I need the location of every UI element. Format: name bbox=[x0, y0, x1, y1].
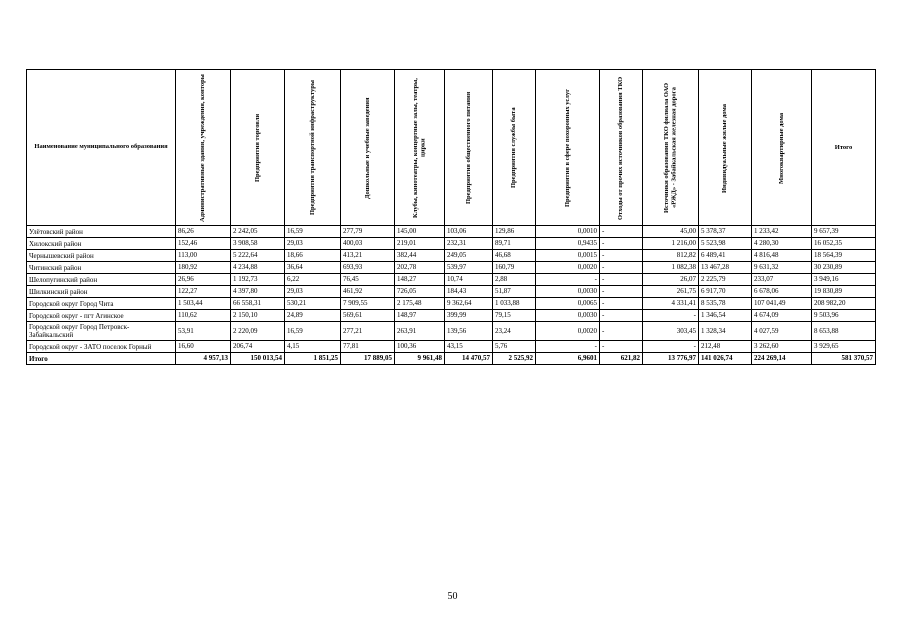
column-header: Дошкольные и учебные заведения bbox=[341, 70, 395, 226]
value-cell: 6 678,06 bbox=[752, 286, 812, 298]
column-header: Источники образования ТКО филиала ОАО «РЖД» - Забайкальская железная дорога bbox=[643, 70, 699, 226]
value-cell: 29,03 bbox=[285, 286, 341, 298]
value-cell: 249,05 bbox=[445, 250, 493, 262]
waste-generation-table bbox=[26, 69, 876, 365]
value-cell: 224 269,14 bbox=[752, 353, 812, 365]
value-cell: 4 674,09 bbox=[752, 310, 812, 322]
table-row bbox=[27, 341, 876, 353]
value-cell: 9 362,64 bbox=[445, 298, 493, 310]
value-cell: 148,97 bbox=[395, 310, 445, 322]
value-cell: 399,99 bbox=[445, 310, 493, 322]
value-cell: 5 378,37 bbox=[699, 226, 752, 238]
value-cell: 8 653,88 bbox=[812, 322, 876, 341]
value-cell: 530,21 bbox=[285, 298, 341, 310]
value-cell: 6,22 bbox=[285, 274, 341, 286]
value-cell: 10,74 bbox=[445, 274, 493, 286]
table-row bbox=[27, 298, 876, 310]
value-cell: 5,76 bbox=[493, 341, 536, 353]
value-cell: 2 525,92 bbox=[493, 353, 536, 365]
column-header: Предприятия торговли bbox=[231, 70, 285, 226]
value-cell: 0,0020 bbox=[536, 322, 600, 341]
value-cell: 6,9601 bbox=[536, 353, 600, 365]
value-cell: 3 929,65 bbox=[812, 341, 876, 353]
value-cell: 2 175,48 bbox=[395, 298, 445, 310]
column-header: Отходы от прочих источников образования ТКО bbox=[600, 70, 643, 226]
value-cell: 0,9435 bbox=[536, 238, 600, 250]
value-cell: 100,36 bbox=[395, 341, 445, 353]
value-cell: 180,92 bbox=[176, 262, 231, 274]
value-cell: 5 222,64 bbox=[231, 250, 285, 262]
row-name-cell: Читинский район bbox=[27, 262, 176, 274]
value-cell: 2 225,79 bbox=[699, 274, 752, 286]
value-cell: 16,59 bbox=[285, 226, 341, 238]
column-header-total: Итого bbox=[812, 70, 876, 226]
value-cell: - bbox=[600, 310, 643, 322]
column-header: Предприятия общественного питания bbox=[445, 70, 493, 226]
value-cell: - bbox=[600, 274, 643, 286]
table-row bbox=[27, 274, 876, 286]
value-cell: 4 027,59 bbox=[752, 322, 812, 341]
value-cell: 17 889,05 bbox=[341, 353, 395, 365]
value-cell: 581 370,57 bbox=[812, 353, 876, 365]
value-cell: 129,86 bbox=[493, 226, 536, 238]
value-cell: 86,26 bbox=[176, 226, 231, 238]
value-cell: 107 041,49 bbox=[752, 298, 812, 310]
value-cell: 2 242,05 bbox=[231, 226, 285, 238]
value-cell: 6 489,41 bbox=[699, 250, 752, 262]
value-cell: 148,27 bbox=[395, 274, 445, 286]
value-cell: - bbox=[600, 262, 643, 274]
value-cell: 9 631,32 bbox=[752, 262, 812, 274]
value-cell: 0,0030 bbox=[536, 310, 600, 322]
value-cell: 184,43 bbox=[445, 286, 493, 298]
column-header: Многоквартирные дома bbox=[752, 70, 812, 226]
value-cell: 23,24 bbox=[493, 322, 536, 341]
value-cell: 4 331,41 bbox=[643, 298, 699, 310]
page-number: 50 bbox=[447, 591, 458, 602]
value-cell: 46,68 bbox=[493, 250, 536, 262]
value-cell: 113,00 bbox=[176, 250, 231, 262]
value-cell: 263,91 bbox=[395, 322, 445, 341]
value-cell: 152,46 bbox=[176, 238, 231, 250]
value-cell: 726,05 bbox=[395, 286, 445, 298]
value-cell: 382,44 bbox=[395, 250, 445, 262]
value-cell: 1 503,44 bbox=[176, 298, 231, 310]
value-cell: 77,81 bbox=[341, 341, 395, 353]
value-cell: - bbox=[600, 238, 643, 250]
value-cell: 277,79 bbox=[341, 226, 395, 238]
value-cell: 36,64 bbox=[285, 262, 341, 274]
value-cell: 1 216,00 bbox=[643, 238, 699, 250]
value-cell: 19 830,89 bbox=[812, 286, 876, 298]
value-cell: 1 192,73 bbox=[231, 274, 285, 286]
table-row bbox=[27, 310, 876, 322]
value-cell: 303,45 bbox=[643, 322, 699, 341]
value-cell: 9 961,48 bbox=[395, 353, 445, 365]
value-cell: - bbox=[600, 226, 643, 238]
value-cell: 79,15 bbox=[493, 310, 536, 322]
value-cell: 208 982,20 bbox=[812, 298, 876, 310]
value-cell: 122,27 bbox=[176, 286, 231, 298]
value-cell: 29,03 bbox=[285, 238, 341, 250]
value-cell: 26,96 bbox=[176, 274, 231, 286]
table-body bbox=[27, 226, 876, 365]
value-cell: 110,62 bbox=[176, 310, 231, 322]
value-cell: 569,61 bbox=[341, 310, 395, 322]
column-header-name: Наименование муниципального образования bbox=[27, 70, 176, 226]
table-total-row bbox=[27, 353, 876, 365]
value-cell: 141 026,74 bbox=[699, 353, 752, 365]
row-name-cell: Улётовский район bbox=[27, 226, 176, 238]
value-cell: 5 523,98 bbox=[699, 238, 752, 250]
value-cell: 3 262,60 bbox=[752, 341, 812, 353]
value-cell: 0,0015 bbox=[536, 250, 600, 262]
value-cell: 13 467,28 bbox=[699, 262, 752, 274]
data-table-container bbox=[26, 69, 876, 365]
value-cell: 4,15 bbox=[285, 341, 341, 353]
value-cell: 1 033,88 bbox=[493, 298, 536, 310]
column-header: Клубы, кинотеатры, концертные залы, театры, цирки bbox=[395, 70, 445, 226]
row-name-cell: Шилкинский район bbox=[27, 286, 176, 298]
value-cell: 1 851,25 bbox=[285, 353, 341, 365]
value-cell: 4 957,13 bbox=[176, 353, 231, 365]
value-cell: 89,71 bbox=[493, 238, 536, 250]
value-cell: - bbox=[600, 322, 643, 341]
column-header: Предприятия службы быта bbox=[493, 70, 536, 226]
value-cell: 2,88 bbox=[493, 274, 536, 286]
value-cell: 30 230,89 bbox=[812, 262, 876, 274]
row-name-cell: Городской округ Город Петровск-Забайкальский bbox=[27, 322, 176, 341]
value-cell: 16,59 bbox=[285, 322, 341, 341]
value-cell: - bbox=[536, 274, 600, 286]
value-cell: 812,82 bbox=[643, 250, 699, 262]
row-name-cell: Городской округ Город Чита bbox=[27, 298, 176, 310]
value-cell: 76,45 bbox=[341, 274, 395, 286]
value-cell: 693,93 bbox=[341, 262, 395, 274]
value-cell: 0,0030 bbox=[536, 286, 600, 298]
value-cell: 150 013,54 bbox=[231, 353, 285, 365]
column-header: Административные здания, учреждения, конторы bbox=[176, 70, 231, 226]
value-cell: 202,78 bbox=[395, 262, 445, 274]
value-cell: - bbox=[643, 310, 699, 322]
value-cell: 4 234,88 bbox=[231, 262, 285, 274]
value-cell: 16 052,35 bbox=[812, 238, 876, 250]
value-cell: 13 776,97 bbox=[643, 353, 699, 365]
value-cell: 9 657,39 bbox=[812, 226, 876, 238]
value-cell: 206,74 bbox=[231, 341, 285, 353]
value-cell: 4 280,30 bbox=[752, 238, 812, 250]
value-cell: - bbox=[643, 341, 699, 353]
row-name-cell: Городской округ - ЗАТО поселок Горный bbox=[27, 341, 176, 353]
value-cell: 7 909,55 bbox=[341, 298, 395, 310]
value-cell: 8 535,78 bbox=[699, 298, 752, 310]
value-cell: 1 233,42 bbox=[752, 226, 812, 238]
value-cell: 139,56 bbox=[445, 322, 493, 341]
value-cell: 0,0065 bbox=[536, 298, 600, 310]
row-name-cell: Шелопугинский район bbox=[27, 274, 176, 286]
column-header: Предприятия в сфере похоронных услуг bbox=[536, 70, 600, 226]
value-cell: 66 558,31 bbox=[231, 298, 285, 310]
value-cell: 6 917,70 bbox=[699, 286, 752, 298]
table-row bbox=[27, 286, 876, 298]
value-cell: 9 503,96 bbox=[812, 310, 876, 322]
table-row bbox=[27, 262, 876, 274]
value-cell: - bbox=[600, 250, 643, 262]
value-cell: 16,60 bbox=[176, 341, 231, 353]
value-cell: 2 220,09 bbox=[231, 322, 285, 341]
value-cell: 539,97 bbox=[445, 262, 493, 274]
value-cell: 53,91 bbox=[176, 322, 231, 341]
value-cell: 4 397,80 bbox=[231, 286, 285, 298]
table-row bbox=[27, 322, 876, 341]
column-header: Индивидуальные жилые дома bbox=[699, 70, 752, 226]
value-cell: 621,82 bbox=[600, 353, 643, 365]
row-name-cell: Городской округ - пгт Агинское bbox=[27, 310, 176, 322]
value-cell: 212,48 bbox=[699, 341, 752, 353]
value-cell: 4 816,48 bbox=[752, 250, 812, 262]
value-cell: 3 949,16 bbox=[812, 274, 876, 286]
value-cell: 261,75 bbox=[643, 286, 699, 298]
value-cell: - bbox=[536, 341, 600, 353]
value-cell: 43,15 bbox=[445, 341, 493, 353]
value-cell: 232,31 bbox=[445, 238, 493, 250]
value-cell: 219,01 bbox=[395, 238, 445, 250]
value-cell: 51,87 bbox=[493, 286, 536, 298]
value-cell: 277,21 bbox=[341, 322, 395, 341]
value-cell: 26,07 bbox=[643, 274, 699, 286]
table-row bbox=[27, 250, 876, 262]
value-cell: 2 150,10 bbox=[231, 310, 285, 322]
value-cell: 45,00 bbox=[643, 226, 699, 238]
value-cell: 0,0010 bbox=[536, 226, 600, 238]
value-cell: - bbox=[600, 286, 643, 298]
value-cell: 413,21 bbox=[341, 250, 395, 262]
value-cell: 160,79 bbox=[493, 262, 536, 274]
value-cell: 18 564,39 bbox=[812, 250, 876, 262]
table-row bbox=[27, 238, 876, 250]
row-name-cell: Хилокский район bbox=[27, 238, 176, 250]
value-cell: 0,0020 bbox=[536, 262, 600, 274]
value-cell: 400,03 bbox=[341, 238, 395, 250]
table-header-row bbox=[27, 70, 876, 226]
value-cell: 1 328,34 bbox=[699, 322, 752, 341]
value-cell: 3 908,58 bbox=[231, 238, 285, 250]
value-cell: 103,06 bbox=[445, 226, 493, 238]
row-name-cell: Итого bbox=[27, 353, 176, 365]
value-cell: 18,66 bbox=[285, 250, 341, 262]
value-cell: 1 082,38 bbox=[643, 262, 699, 274]
column-header: Предприятия транспортной инфраструктуры bbox=[285, 70, 341, 226]
value-cell: 461,92 bbox=[341, 286, 395, 298]
value-cell: - bbox=[600, 298, 643, 310]
value-cell: 145,00 bbox=[395, 226, 445, 238]
value-cell: 14 470,57 bbox=[445, 353, 493, 365]
value-cell: 233,07 bbox=[752, 274, 812, 286]
row-name-cell: Чернышевский район bbox=[27, 250, 176, 262]
value-cell: - bbox=[600, 341, 643, 353]
value-cell: 1 346,54 bbox=[699, 310, 752, 322]
table-row bbox=[27, 226, 876, 238]
value-cell: 24,89 bbox=[285, 310, 341, 322]
